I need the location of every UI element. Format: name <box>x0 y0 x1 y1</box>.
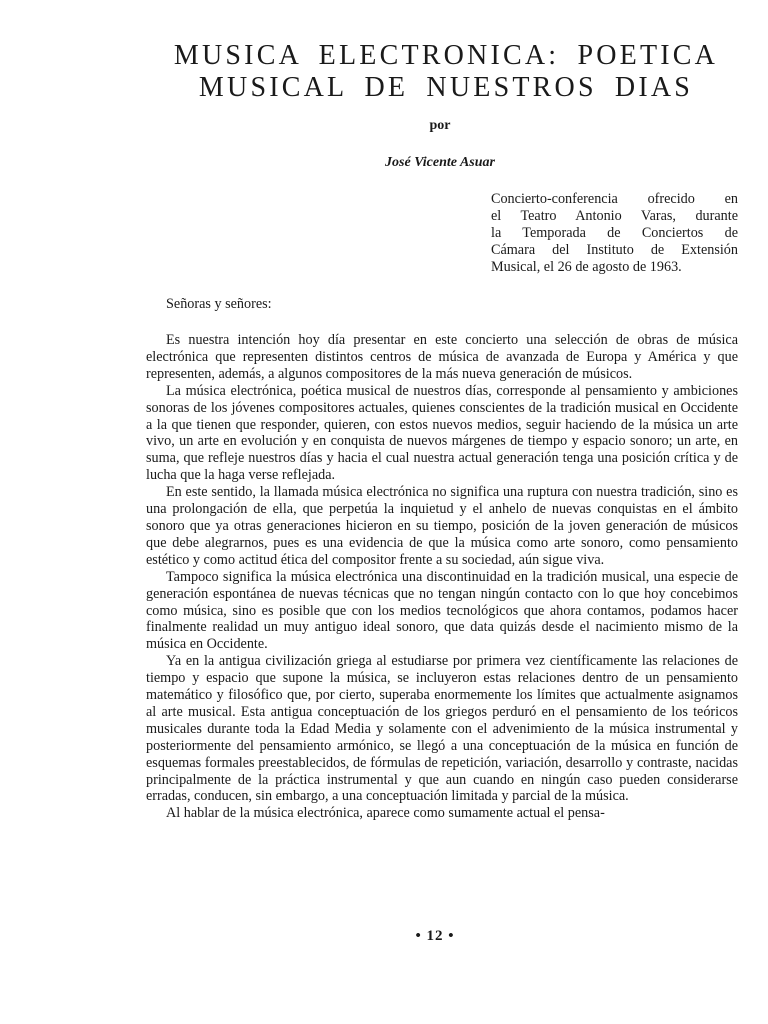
article-title <box>148 40 744 104</box>
byline-por: por <box>429 118 451 133</box>
body-paragraph: La música electrónica, poética musical de nuestros días, corresponde al pensamiento y ambiciones sonoras de los jóvenes compositores actuales, quienes conscientes de la tradición musical en Occidente a la que tienen que responder, quieren, con estos nuevos medios, seguir haciendo de la música un arte vivo, un arte en evolución y en conquista de nuevos márgenes de tiempo y espacio sonoro; un arte, en suma, que refleje nuestros días y hacia el cual nuestra actual generación tenga una posición crítica y de lucha que la haga verse reflejada. <box>146 382 738 484</box>
event-note-line: Musical, el 26 de agosto de 1963. <box>491 259 682 275</box>
body-paragraph: Al hablar de la música electrónica, aparece como sumamente actual el pensa- <box>166 805 605 822</box>
event-note <box>491 191 738 276</box>
event-note-line: Cámara del Instituto de Extensión <box>491 242 738 258</box>
body-paragraph: En este sentido, la llamada música electrónica no significa una ruptura con nuestra tradición, sino es una prolongación de ella, que perpetúa la inquietud y el anhelo de nuevas conquistas en el ámbito sonoro que ya otras generaciones hicieron en su tiempo, posición de la joven generación de músicos que debe alegrarnos, pues es una evidencia de que la música como arte sonoro, como pensamiento estético y como actitud ética del compositor frente a su sociedad, aún sigue viva. <box>146 484 738 568</box>
article-title-line-1: MUSICA ELECTRONICA: POETICA <box>173 40 719 71</box>
body-paragraph: Es nuestra intención hoy día presentar en este concierto una selección de obras de música electrónica que representen distintos centros de música de avanzada de Europa y América y que representen, además, a algunos compositores de la más nueva generación de músicos. <box>146 332 738 382</box>
salutation: Señoras y señores: <box>166 296 272 312</box>
event-note-line: el Teatro Antonio Varas, durante <box>491 208 738 224</box>
body-paragraph: Ya en la antigua civilización griega al estudiarse por primera vez científicamente las relaciones de tiempo y espacio que supone la música, se incluyeron estas relaciones dentro de un pensamiento matemático y filosófico que, por cierto, superaba enormemente los límites que actualmente asignamos al arte musical. Esta antigua conceptuación de los griegos perduró en el pensamiento de los teóricos musicales durante toda la Edad Media y solamente con el advenimiento de la música instrumental y posteriormente del pensamiento armónico, se llegó a una conceptuación de la música en función de esquemas formales preestablecidos, de fórmulas de repetición, variación, desarrollo y contraste, nacidas principalmente de la práctica instrumental y que aun cuando en ningún caso pueden considerarse erradas, conducen, sin embargo, a una conceptuación limitada y parcial de la música. <box>146 653 738 805</box>
event-note-line: Concierto-conferencia ofrecido en <box>491 191 738 207</box>
article-body <box>146 332 738 822</box>
event-note-line: la Temporada de Conciertos de <box>491 225 738 241</box>
body-paragraph: Tampoco significa la música electrónica una discontinuidad en la tradición musical, una especie de generación espontánea de nuevas técnicas que no tengan ningún contacto con lo que hoy concebimos como música, sino es posible que con los medios tecnológicos que ahora contamos, podamos hacer finalmente realidad un muy antiguo ideal sonoro, que data quizás desde el nacimiento mismo de la música en Occidente. <box>146 568 738 653</box>
article-title-line-2: MUSICAL DE NUESTROS DIAS <box>198 72 694 103</box>
author-name: José Vicente Asuar <box>385 155 495 170</box>
page-number: • 12 • <box>415 928 455 944</box>
